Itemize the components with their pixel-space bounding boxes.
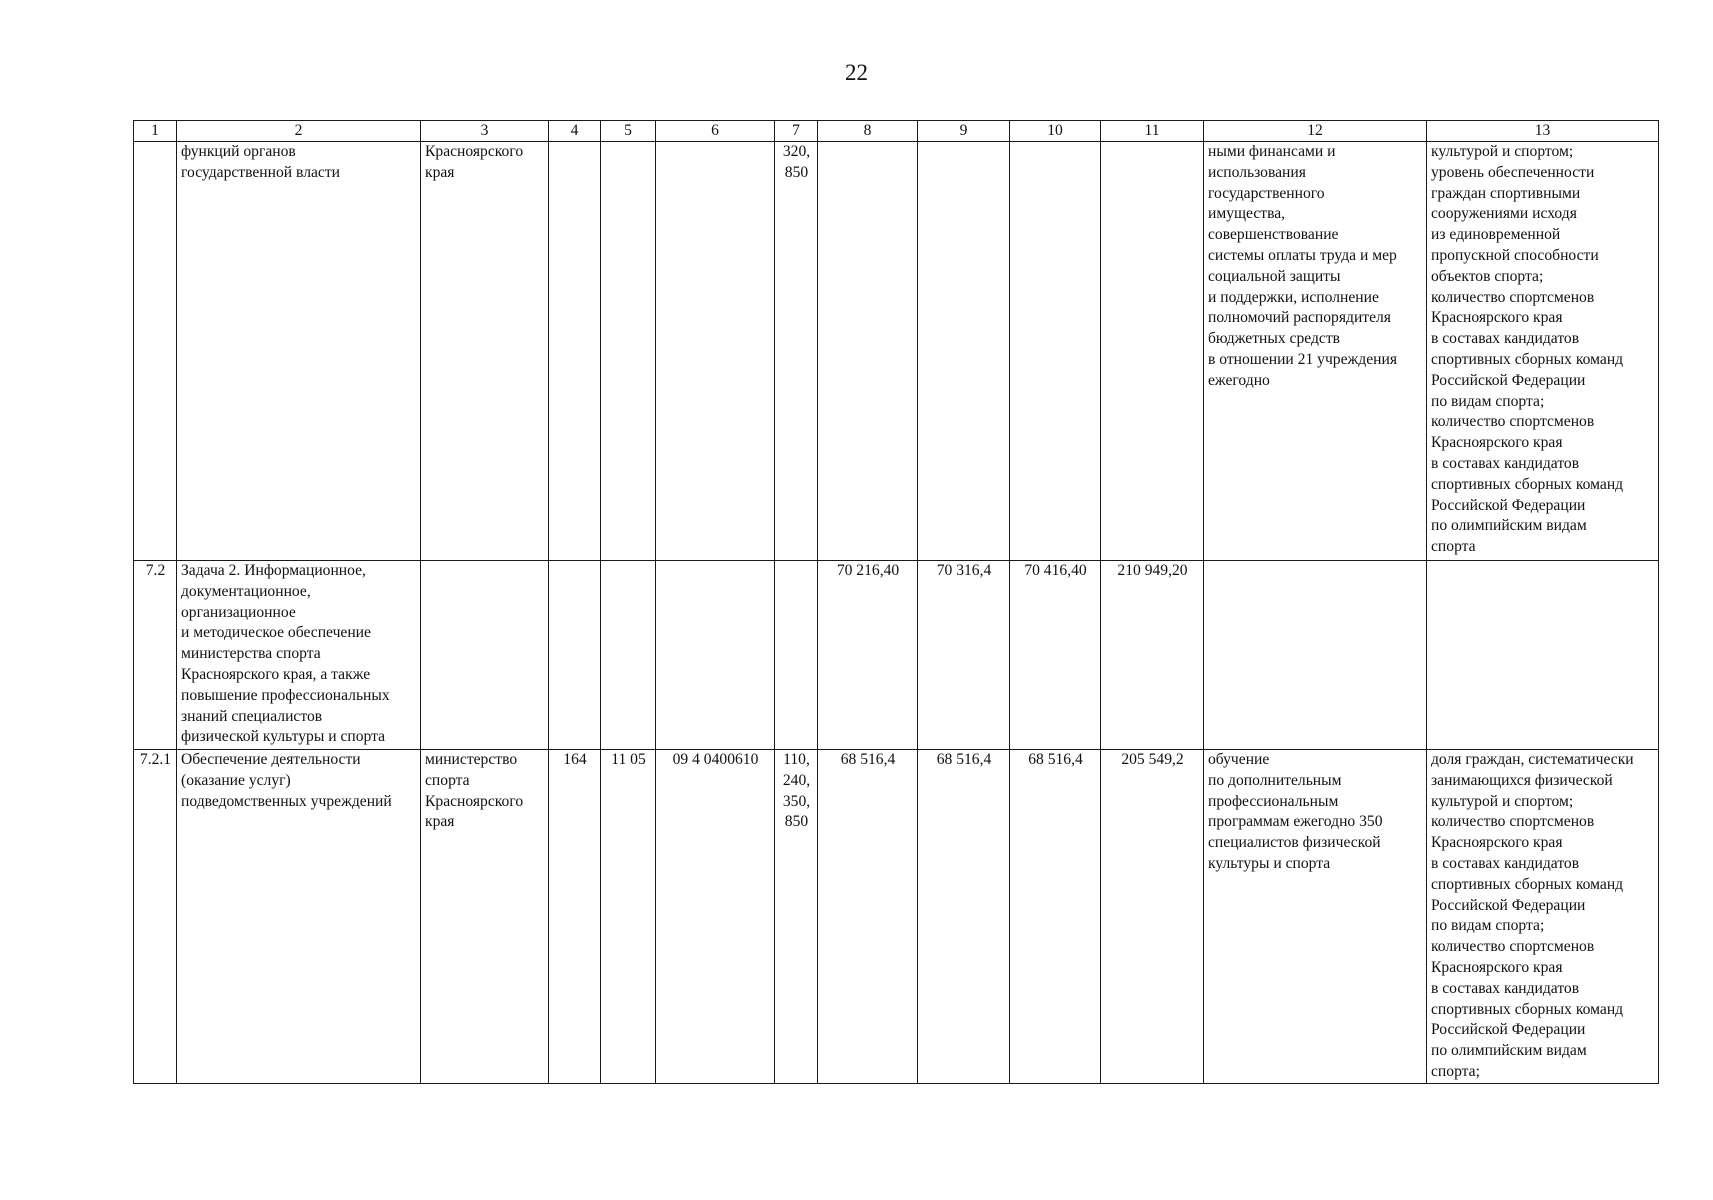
cell-text-line: спортивных сборных команд (1431, 350, 1624, 368)
cell-text-line: министерства спорта (181, 645, 321, 663)
cell-text-line: края (425, 163, 455, 181)
executor-cell (421, 561, 549, 750)
cell-text-line: совершенствование (1208, 226, 1339, 244)
rzpr-cell: 11 05 (601, 750, 656, 1084)
cell-text-line: подведомственных учреждений (181, 792, 392, 810)
cell-text-line: государственного (1208, 184, 1325, 202)
indicator-cell (1427, 561, 1659, 750)
total-cell (1101, 142, 1204, 561)
program-table (133, 120, 1659, 1084)
table-row (134, 750, 1659, 1084)
cell-text-line: 350, (782, 792, 811, 810)
cell-text-line: Красноярского края (1431, 309, 1563, 327)
cell-text-line: Российской Федерации (1431, 1021, 1586, 1039)
executor-cell (421, 750, 549, 1084)
grbs-cell: 164 (549, 750, 601, 1084)
header-row (134, 121, 1659, 142)
page-number: 22 (845, 60, 868, 85)
header-cell-13: 13 (1427, 121, 1659, 142)
cell-text-line: количество спортсменов (1431, 938, 1595, 956)
cell-text-line: по видам спорта; (1431, 392, 1545, 410)
rzpr-cell (601, 142, 656, 561)
cell-text-line: культуры и спорта (1208, 854, 1331, 872)
year-2-cell: 70 316,4 (918, 561, 1010, 750)
cell-text-line: пропускной способности (1431, 246, 1599, 264)
cell-text-line: профессиональным (1208, 792, 1339, 810)
header-cell-3: 3 (421, 121, 549, 142)
cell-text-line: Российской Федерации (1431, 371, 1586, 389)
cell-text-line: спортивных сборных команд (1431, 475, 1624, 493)
header-cell-4: 4 (549, 121, 601, 142)
table-row (134, 561, 1659, 750)
cell-text-line: спорта; (1431, 1062, 1480, 1080)
expected-result-cell (1204, 561, 1427, 750)
cell-text-line: 240, (782, 771, 811, 789)
header-cell-1: 1 (134, 121, 177, 142)
cell-text-line: сооружениями исходя (1431, 205, 1577, 223)
cell-text-line: документационное, (181, 582, 311, 600)
cell-text-line: культурой и спортом; (1431, 792, 1574, 810)
indicator-cell (1427, 142, 1659, 561)
header-cell-2: 2 (177, 121, 421, 142)
cell-text-line: по видам спорта; (1431, 917, 1545, 935)
cell-text-line: ными финансами и (1208, 143, 1336, 160)
header-cell-11: 11 (1101, 121, 1204, 142)
total-cell: 210 949,20 (1101, 561, 1204, 750)
cell-text-line: Красноярского края (1431, 834, 1563, 852)
header-cell-8: 8 (818, 121, 918, 142)
cell-text-line: Российской Федерации (1431, 896, 1586, 914)
expected-result-cell (1204, 142, 1427, 561)
indicator-cell (1427, 750, 1659, 1084)
cell-text-line: в составах кандидатов (1431, 330, 1580, 348)
cell-text-line: ежегодно (1208, 371, 1270, 389)
cell-text-line: в отношении 21 учреждения (1208, 350, 1398, 368)
cell-text-line: обучение (1208, 751, 1270, 768)
cell-text-line: полномочий распорядителя (1208, 309, 1391, 327)
cell-text-line: Красноярского края, а также (181, 665, 371, 683)
row-number-cell (134, 142, 177, 561)
cell-text-line: по дополнительным (1208, 771, 1342, 789)
cell-text-line: специалистов физической (1208, 834, 1381, 852)
cell-text-line: Российской Федерации (1431, 496, 1586, 514)
cell-text-line: доля граждан, систематически (1431, 751, 1634, 768)
table-row (134, 142, 1659, 561)
cell-text-line: Красноярского края (1431, 434, 1563, 452)
total-cell: 205 549,2 (1101, 750, 1204, 1084)
cell-text-line: Обеспечение деятельности (181, 751, 361, 768)
header-cell-9: 9 (918, 121, 1010, 142)
cell-text-line: в составах кандидатов (1431, 454, 1580, 472)
cell-text-line: министерство (425, 751, 518, 768)
cell-text-line: (оказание услуг) (181, 771, 291, 789)
cell-text-line: спорта (425, 771, 470, 789)
vr-cell (775, 561, 818, 750)
grbs-cell (549, 142, 601, 561)
cell-text-line: культурой и спортом; (1431, 143, 1574, 160)
cell-text-line: граждан спортивными (1431, 184, 1581, 202)
csr-cell (656, 561, 775, 750)
year-3-cell: 70 416,40 (1010, 561, 1101, 750)
cell-text-line: функций органов (181, 143, 296, 160)
cell-text-line: Красноярского (425, 143, 524, 160)
csr-cell: 09 4 0400610 (656, 750, 775, 1084)
cell-text-line: бюджетных средств (1208, 330, 1341, 348)
year-2-cell (918, 142, 1010, 561)
cell-text-line: количество спортсменов (1431, 413, 1595, 431)
header-cell-10: 10 (1010, 121, 1101, 142)
cell-text-line: повышение профессиональных (181, 686, 390, 704)
measure-name-cell (177, 750, 421, 1084)
cell-text-line: использования (1208, 163, 1306, 181)
cell-text-line: 850 (784, 163, 809, 181)
header-cell-7: 7 (775, 121, 818, 142)
header-cell-5: 5 (601, 121, 656, 142)
vr-cell (775, 142, 818, 561)
cell-text-line: по олимпийским видам (1431, 517, 1587, 535)
cell-text-line: физической культуры и спорта (181, 728, 386, 746)
csr-cell (656, 142, 775, 561)
cell-text-line: 110, (783, 751, 810, 768)
cell-text-line: программам ежегодно 350 (1208, 813, 1383, 831)
cell-text-line: края (425, 813, 455, 831)
cell-text-line: в составах кандидатов (1431, 854, 1580, 872)
year-3-cell: 68 516,4 (1010, 750, 1101, 1084)
cell-text-line: знаний специалистов (181, 707, 323, 725)
cell-text-line: и методическое обеспечение (181, 624, 371, 642)
year-1-cell (818, 142, 918, 561)
cell-text-line: уровень обеспеченности (1431, 163, 1595, 181)
expected-result-cell (1204, 750, 1427, 1084)
vr-cell (775, 750, 818, 1084)
cell-text-line: спорта (1431, 538, 1476, 556)
cell-text-line: социальной защиты (1208, 267, 1341, 285)
cell-text-line: спортивных сборных команд (1431, 1000, 1624, 1018)
cell-text-line: Задача 2. Информационное, (181, 562, 366, 579)
cell-text-line: государственной власти (181, 163, 340, 181)
cell-text-line: занимающихся физической (1431, 771, 1613, 789)
cell-text-line: Красноярского края (1431, 958, 1563, 976)
cell-text-line: по олимпийским видам (1431, 1042, 1587, 1060)
year-1-cell: 68 516,4 (818, 750, 918, 1084)
cell-text-line: 320, (782, 143, 811, 160)
year-2-cell: 68 516,4 (918, 750, 1010, 1084)
cell-text-line: объектов спорта; (1431, 267, 1544, 285)
cell-text-line: количество спортсменов (1431, 813, 1595, 831)
rzpr-cell (601, 561, 656, 750)
cell-text-line: в составах кандидатов (1431, 979, 1580, 997)
cell-text-line: имущества, (1208, 205, 1286, 223)
year-1-cell: 70 216,40 (818, 561, 918, 750)
cell-text-line: и поддержки, исполнение (1208, 288, 1379, 306)
cell-text-line: спортивных сборных команд (1431, 875, 1624, 893)
cell-text-line: системы оплаты труда и мер (1208, 246, 1397, 264)
row-number-cell: 7.2 (134, 561, 177, 750)
cell-text-line: из единовременной (1431, 226, 1561, 244)
cell-text-line: Красноярского (425, 792, 524, 810)
grbs-cell (549, 561, 601, 750)
cell-text-line: количество спортсменов (1431, 288, 1595, 306)
cell-text-line: 850 (784, 813, 809, 831)
year-3-cell (1010, 142, 1101, 561)
measure-name-cell (177, 561, 421, 750)
header-cell-12: 12 (1204, 121, 1427, 142)
row-number-cell: 7.2.1 (134, 750, 177, 1084)
header-cell-6: 6 (656, 121, 775, 142)
cell-text-line: организационное (181, 603, 296, 621)
measure-name-cell (177, 142, 421, 561)
executor-cell (421, 142, 549, 561)
